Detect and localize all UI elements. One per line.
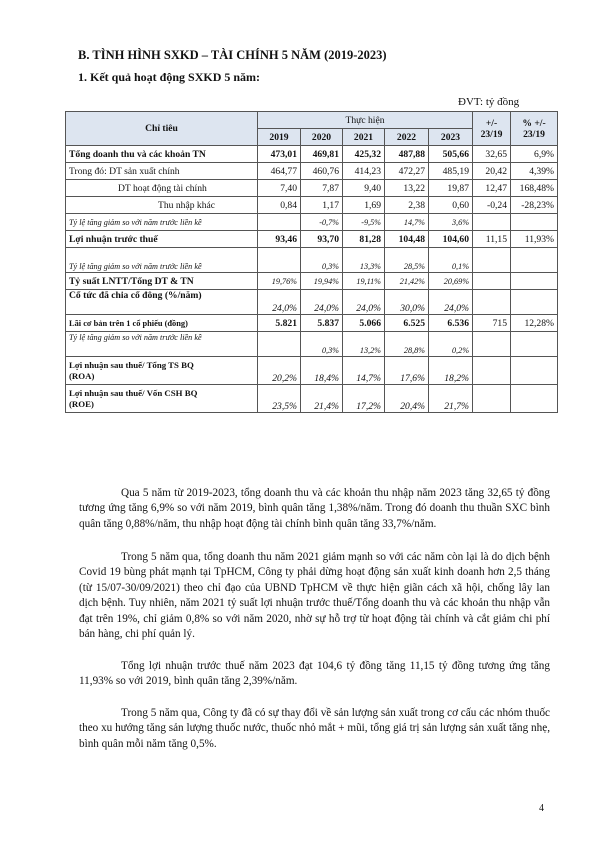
cell-diff: 715 <box>473 315 511 332</box>
cell-value: 9,40 <box>343 180 385 197</box>
header-year: 2023 <box>429 129 473 146</box>
cell-value: 0,3% <box>301 332 343 357</box>
cell-diff: 12,47 <box>473 180 511 197</box>
paragraph: Trong 5 năm qua, tổng doanh thu năm 2021 giảm mạnh so với các năm còn lại là do dịch bệnh Covid 19 bùng phát mạnh tại TpHCM, Công ty phải dừng hoạt động sản xuất kinh doanh hơn 2,5 tháng (từ 15/07-30/09/2021) theo chỉ đạo của UBND TpHCM về thực hiện giãn cách xã hội, chống lây lan dịch bệnh. Tuy nhiên, năm 2021 tỷ suất lợi nhuận trước thuế/Tổng doanh thu và các khoản thu nhập vẫn đạt trên 19%, chỉ giảm 0,8% so với năm 2020, nhờ sự hỗ trợ từ hoạt động tài chính và cắt giảm chi phí bán hàng, chi phí quản lý. <box>79 551 550 641</box>
table-row <box>66 290 558 315</box>
table-row <box>66 357 558 385</box>
section-heading: B. TÌNH HÌNH SXKD – TÀI CHÍNH 5 NĂM (2019-2023) <box>78 48 387 62</box>
cell-pct: 6,9% <box>511 146 558 163</box>
cell-value: 17,6% <box>385 357 429 385</box>
cell-value: 5.821 <box>258 315 301 332</box>
table-row <box>66 214 558 231</box>
cell-diff <box>473 332 511 357</box>
cell-value: 28,8% <box>385 332 429 357</box>
cell-value: 23,5% <box>258 385 301 413</box>
cell-value: 425,32 <box>343 146 385 163</box>
cell-value: 13,22 <box>385 180 429 197</box>
row-label: Lợi nhuận trước thuế <box>66 231 258 248</box>
row-label: Tỷ lệ tăng giảm so với năm trước liền kề <box>66 332 258 357</box>
cell-diff: -0,24 <box>473 197 511 214</box>
cell-value: 21,4% <box>301 385 343 413</box>
paragraph: Qua 5 năm từ 2019-2023, tổng doanh thu và các khoản thu nhập năm 2023 tăng 32,65 tỷ đồng tương ứng tăng 6,9% so với năm 2019, bình quân tăng 1,38%/năm. Trong đó doanh thu thuần SXC bình quân tăng 0,88%/năm, thu nhập hoạt động tài chính bình quân tăng 33,7%/năm. <box>79 487 550 530</box>
cell-value: 19,11% <box>343 273 385 290</box>
cell-value <box>258 214 301 231</box>
table-row <box>66 315 558 332</box>
header-diff: +/- 23/19 <box>473 112 511 146</box>
cell-diff: 20,42 <box>473 163 511 180</box>
table-row <box>66 163 558 180</box>
cell-pct <box>511 290 558 315</box>
cell-diff <box>473 357 511 385</box>
table-row <box>66 180 558 197</box>
cell-value: 6.525 <box>385 315 429 332</box>
cell-value <box>258 248 301 273</box>
cell-pct: 4,39% <box>511 163 558 180</box>
row-label: Tỷ lệ tăng giảm so với năm trước liền kề <box>66 214 258 231</box>
header-actual: Thực hiện <box>258 112 473 129</box>
cell-value: 24,0% <box>301 290 343 315</box>
financial-results-table <box>65 111 558 413</box>
cell-value: 14,7% <box>343 357 385 385</box>
cell-diff: 32,65 <box>473 146 511 163</box>
paragraph: Tổng lợi nhuận trước thuế năm 2023 đạt 104,6 tỷ đồng tăng 11,15 tỷ đồng tương ứng tăng 11,93% so với 2019, bình quân tăng 2,39%/năm. <box>79 660 550 688</box>
unit-label: ĐVT: tỷ đồng <box>458 96 520 108</box>
cell-value: 472,27 <box>385 163 429 180</box>
cell-pct <box>511 273 558 290</box>
cell-pct: -28,23% <box>511 197 558 214</box>
header-year: 2021 <box>343 129 385 146</box>
cell-value: 93,46 <box>258 231 301 248</box>
table-row <box>66 332 558 357</box>
cell-value: 28,5% <box>385 248 429 273</box>
cell-value: 20,2% <box>258 357 301 385</box>
cell-value: 464,77 <box>258 163 301 180</box>
cell-diff <box>473 385 511 413</box>
cell-pct: 12,28% <box>511 315 558 332</box>
cell-value: 487,88 <box>385 146 429 163</box>
cell-value: 104,48 <box>385 231 429 248</box>
table-row <box>66 146 558 163</box>
cell-value: 104,60 <box>429 231 473 248</box>
header-indicator: Chỉ tiêu <box>66 112 258 146</box>
cell-value: 20,4% <box>385 385 429 413</box>
cell-value: 5.066 <box>343 315 385 332</box>
cell-pct: 11,93% <box>511 231 558 248</box>
cell-value: 7,40 <box>258 180 301 197</box>
paragraph: Trong 5 năm qua, Công ty đã có sự thay đổi về sản lượng sản xuất trong cơ cấu các nhóm thuốc theo xu hướng tăng sản lượng thuốc nước, thuốc nhỏ mắt + mũi, tổng giá trị sản lượng sản xuất tăng nhẹ, bình quân mỗi năm tăng 0,5%. <box>79 707 550 750</box>
cell-value: 473,01 <box>258 146 301 163</box>
cell-value: 3,6% <box>429 214 473 231</box>
cell-value: 24,0% <box>258 290 301 315</box>
cell-value: 7,87 <box>301 180 343 197</box>
row-label: Lợi nhuận sau thuế/ Vốn CSH BQ (ROE) <box>66 385 258 413</box>
cell-diff: 11,15 <box>473 231 511 248</box>
page-number: 4 <box>539 803 544 814</box>
cell-value: 20,69% <box>429 273 473 290</box>
cell-value: 18,2% <box>429 357 473 385</box>
cell-value: 18,4% <box>301 357 343 385</box>
table-row <box>66 231 558 248</box>
cell-value <box>258 332 301 357</box>
cell-value: 485,19 <box>429 163 473 180</box>
cell-value: 13,2% <box>343 332 385 357</box>
cell-value: 19,94% <box>301 273 343 290</box>
row-label: DT hoạt động tài chính <box>66 180 258 197</box>
cell-pct: 168,48% <box>511 180 558 197</box>
cell-pct <box>511 248 558 273</box>
header-year: 2022 <box>385 129 429 146</box>
cell-diff <box>473 290 511 315</box>
table-row <box>66 248 558 273</box>
cell-diff <box>473 214 511 231</box>
cell-diff <box>473 273 511 290</box>
cell-value: 460,76 <box>301 163 343 180</box>
cell-value: 0,1% <box>429 248 473 273</box>
cell-value: 19,76% <box>258 273 301 290</box>
cell-value: 21,7% <box>429 385 473 413</box>
cell-value: 14,7% <box>385 214 429 231</box>
header-year: 2020 <box>301 129 343 146</box>
cell-value: 21,42% <box>385 273 429 290</box>
cell-value: 17,2% <box>343 385 385 413</box>
cell-value: 414,23 <box>343 163 385 180</box>
row-label: Thu nhập khác <box>66 197 258 214</box>
cell-value: -9,5% <box>343 214 385 231</box>
row-label: Trong đó: DT sản xuất chính <box>66 163 258 180</box>
row-label: Tổng doanh thu và các khoản TN <box>66 146 258 163</box>
cell-value: 19,87 <box>429 180 473 197</box>
cell-value: 2,38 <box>385 197 429 214</box>
row-label: Lãi cơ bản trên 1 cổ phiếu (đồng) <box>66 315 258 332</box>
subsection-heading: 1. Kết quả hoạt động SXKD 5 năm: <box>78 70 261 84</box>
table-row <box>66 197 558 214</box>
table-row <box>66 273 558 290</box>
cell-value: 505,66 <box>429 146 473 163</box>
cell-pct <box>511 385 558 413</box>
cell-value: 469,81 <box>301 146 343 163</box>
cell-value: 13,3% <box>343 248 385 273</box>
table-row <box>66 385 558 413</box>
cell-value: 6.536 <box>429 315 473 332</box>
cell-value: 30,0% <box>385 290 429 315</box>
cell-value: 1,69 <box>343 197 385 214</box>
cell-value: 5.837 <box>301 315 343 332</box>
cell-value: 93,70 <box>301 231 343 248</box>
cell-pct <box>511 332 558 357</box>
row-label: Cổ tức đã chia cổ đông (%/năm) <box>66 290 258 315</box>
cell-value: 24,0% <box>429 290 473 315</box>
cell-value: -0,7% <box>301 214 343 231</box>
cell-value: 0,60 <box>429 197 473 214</box>
cell-diff <box>473 248 511 273</box>
cell-value: 1,17 <box>301 197 343 214</box>
cell-value: 0,2% <box>429 332 473 357</box>
row-label: Tỷ suất LNTT/Tổng DT & TN <box>66 273 258 290</box>
cell-value: 24,0% <box>343 290 385 315</box>
header-pct: % +/- 23/19 <box>511 112 558 146</box>
cell-pct <box>511 357 558 385</box>
row-label: Lợi nhuận sau thuế/ Tổng TS BQ (ROA) <box>66 357 258 385</box>
cell-pct <box>511 214 558 231</box>
cell-value: 0,84 <box>258 197 301 214</box>
cell-value: 0,3% <box>301 248 343 273</box>
header-year: 2019 <box>258 129 301 146</box>
cell-value: 81,28 <box>343 231 385 248</box>
row-label: Tỷ lệ tăng giảm so với năm trước liền kề <box>66 248 258 273</box>
